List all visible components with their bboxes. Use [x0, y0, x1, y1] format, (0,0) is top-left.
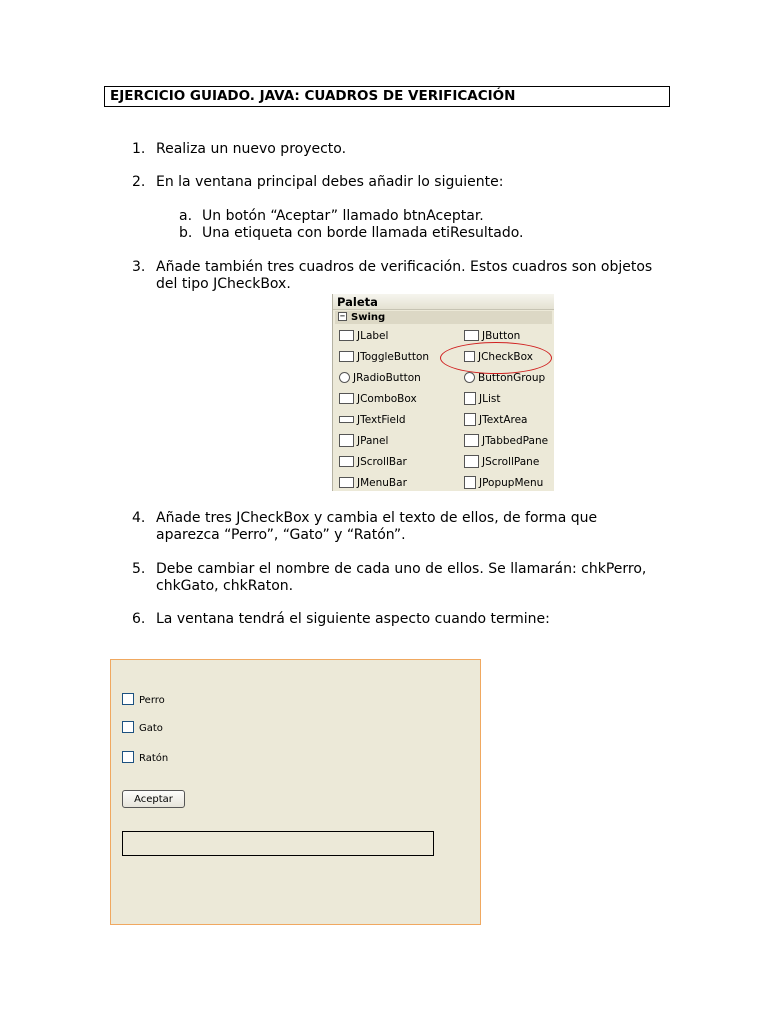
checkbox-box[interactable] — [122, 693, 134, 705]
scroll-pane-icon — [464, 455, 479, 468]
checkbox-gato[interactable] — [122, 722, 163, 736]
palette-item-jcombobox[interactable]: JComboBox — [339, 392, 417, 406]
text-area-icon — [464, 413, 476, 426]
text-field-icon — [339, 416, 354, 423]
result-window-screenshot — [110, 659, 481, 925]
checkbox-label: Perro — [139, 695, 165, 706]
radio-button-icon — [339, 372, 350, 383]
palette-item-jtextarea[interactable]: JTextArea — [464, 413, 528, 427]
swing-section-label: Swing — [351, 312, 386, 323]
checkbox-label: Ratón — [139, 753, 169, 764]
step-number: 4. — [132, 510, 146, 526]
palette-screenshot — [332, 294, 554, 491]
menu-bar-icon — [339, 477, 354, 488]
step-text: Añade también tres cuadros de verificación. Estos cuadros son objetos del tipo JCheckBox. — [156, 259, 653, 292]
step-number: 3. — [132, 259, 146, 275]
palette-item-jpopupmenu[interactable]: JPopupMenu — [464, 476, 543, 490]
step-text: Añade tres JCheckBox y cambia el texto de ellos, de forma que aparezca “Perro”, “Gato” y “Ratón”. — [156, 510, 598, 543]
palette-item-jbutton[interactable]: JButton — [464, 329, 520, 343]
checkbox-box[interactable] — [122, 721, 134, 733]
scroll-bar-icon — [339, 456, 354, 467]
substep-text: Un botón “Aceptar” llamado btnAceptar. — [202, 208, 484, 224]
palette-item-jscrollpane[interactable]: JScrollPane — [464, 455, 539, 469]
exercise-title: EJERCICIO GUIADO. JAVA: CUADROS DE VERIFICACIÓN — [104, 86, 670, 107]
result-label — [122, 831, 434, 856]
checkbox-raton[interactable] — [122, 752, 168, 766]
collapse-icon: − — [339, 311, 346, 320]
substep-letter: a. — [179, 208, 193, 224]
palette-item-buttongroup[interactable]: ButtonGroup — [464, 371, 545, 385]
panel-icon — [339, 434, 354, 447]
checkbox-box[interactable] — [122, 751, 134, 763]
substep-letter: b. — [179, 225, 193, 241]
palette-item-jtogglebutton[interactable]: JToggleButton — [339, 350, 429, 364]
button-group-icon — [464, 372, 475, 383]
aceptar-button[interactable]: Aceptar — [122, 790, 185, 808]
step-text: En la ventana principal debes añadir lo siguiente: — [156, 174, 504, 190]
step-number: 2. — [132, 174, 146, 190]
palette-item-jtextfield[interactable]: JTextField — [339, 413, 406, 427]
button-icon — [464, 330, 479, 341]
tabbed-pane-icon — [464, 434, 479, 447]
swing-section[interactable] — [335, 311, 552, 324]
palette-item-jradiobutton[interactable]: JRadioButton — [339, 371, 421, 385]
step-text: Realiza un nuevo proyecto. — [156, 141, 347, 157]
palette-item-jscrollbar[interactable]: JScrollBar — [339, 455, 407, 469]
step-text: La ventana tendrá el siguiente aspecto cuando termine: — [156, 611, 550, 627]
list-icon — [464, 392, 476, 405]
palette-item-jcheckbox[interactable]: JCheckBox — [464, 350, 533, 364]
combo-box-icon — [339, 393, 354, 404]
step-number: 1. — [132, 141, 146, 157]
palette-item-jmenubar[interactable]: JMenuBar — [339, 476, 407, 490]
palette-item-jtabbedpane[interactable]: JTabbedPane — [464, 434, 548, 448]
substep-text: Una etiqueta con borde llamada etiResultado. — [202, 225, 524, 241]
label-icon — [339, 330, 354, 341]
highlight-circle — [440, 342, 552, 374]
popup-menu-icon — [464, 476, 476, 489]
checkbox-perro[interactable] — [122, 694, 165, 708]
step-number: 6. — [132, 611, 146, 627]
palette-item-jlabel[interactable]: JLabel — [339, 329, 388, 343]
checkbox-label: Gato — [139, 723, 163, 734]
palette-item-jlist[interactable]: JList — [464, 392, 500, 406]
toggle-button-icon — [339, 351, 354, 362]
step-text: Debe cambiar el nombre de cada uno de ellos. Se llamarán: chkPerro, chkGato, chkRaton. — [156, 561, 647, 594]
palette-item-jpanel[interactable]: JPanel — [339, 434, 388, 448]
palette-header: Paleta — [333, 294, 554, 310]
step-number: 5. — [132, 561, 146, 577]
